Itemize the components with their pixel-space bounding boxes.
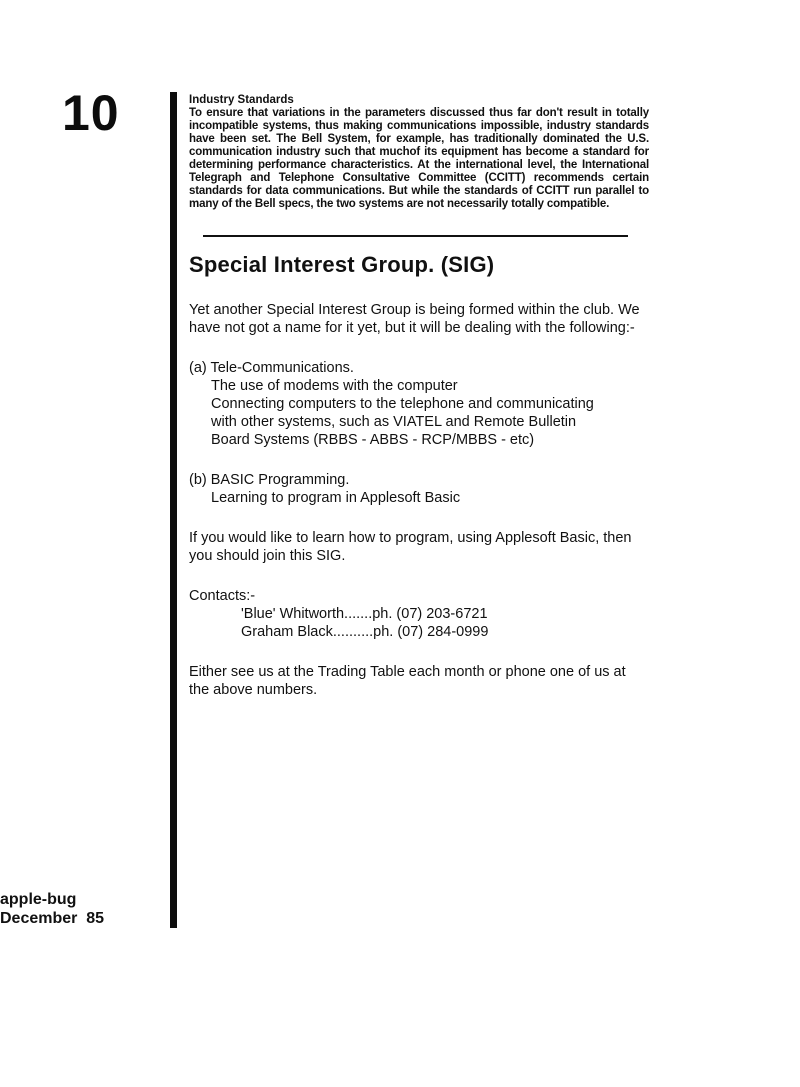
industry-standards-title: Industry Standards — [189, 94, 294, 106]
item-b — [189, 471, 649, 507]
sig-intro: Yet another Special Interest Group is being formed within the club. We have not got a name for it yet, but it will be dealing with the following:- — [189, 302, 640, 336]
contacts-label: Contacts:- — [189, 588, 256, 604]
contact-line: 'Blue' Whitworth.......ph. (07) 203-6721 — [241, 606, 488, 622]
item-a — [189, 359, 649, 449]
article-column — [189, 94, 649, 699]
item-a-line: The use of modems with the computer — [211, 378, 458, 394]
footer-date: December 85 — [0, 910, 105, 927]
item-a-line: Connecting computers to the telephone and communicating — [211, 396, 594, 412]
page-number: 10 — [62, 85, 120, 141]
sig-heading: Special Interest Group. (SIG) — [189, 252, 495, 277]
contacts-block — [189, 587, 649, 641]
item-b-line: Learning to program in Applesoft Basic — [211, 490, 461, 506]
item-a-line: with other systems, such as VIATEL and Remote Bulletin — [211, 414, 577, 430]
section-divider — [203, 235, 628, 237]
item-a-line: Board Systems (RBBS - ABBS - RCP/MBBS - etc) — [211, 432, 535, 448]
industry-standards-body: To ensure that variations in the parameters discussed thus far don't result in totally incompatible systems, thus making communications impossible, industry standards have been set. The Bell System, for example, has traditionally dominated the U.S. communication industry such that muchof its equipment has become a standard for determining performance characteristics. At the international level, the International Telegraph and Telephone Consultative Committee (CCITT) recommends certain standards for data communications. But while the standards of CCITT run parallel to many of the Bell specs, the two systems are not necessarily totally compatible. — [189, 107, 649, 210]
item-b-label: (b) BASIC Programming. — [189, 472, 350, 488]
margin-bar — [170, 92, 177, 928]
closing-paragraph: Either see us at the Trading Table each month or phone one of us at the above numbers. — [189, 664, 626, 698]
contact-line: Graham Black..........ph. (07) 284-0999 — [241, 624, 489, 640]
join-paragraph: If you would like to learn how to program, using Applesoft Basic, then you should join this SIG. — [189, 530, 632, 564]
footer-publication: apple-bug — [0, 891, 77, 908]
footer — [0, 890, 104, 928]
item-a-label: (a) Tele-Communications. — [189, 360, 354, 376]
